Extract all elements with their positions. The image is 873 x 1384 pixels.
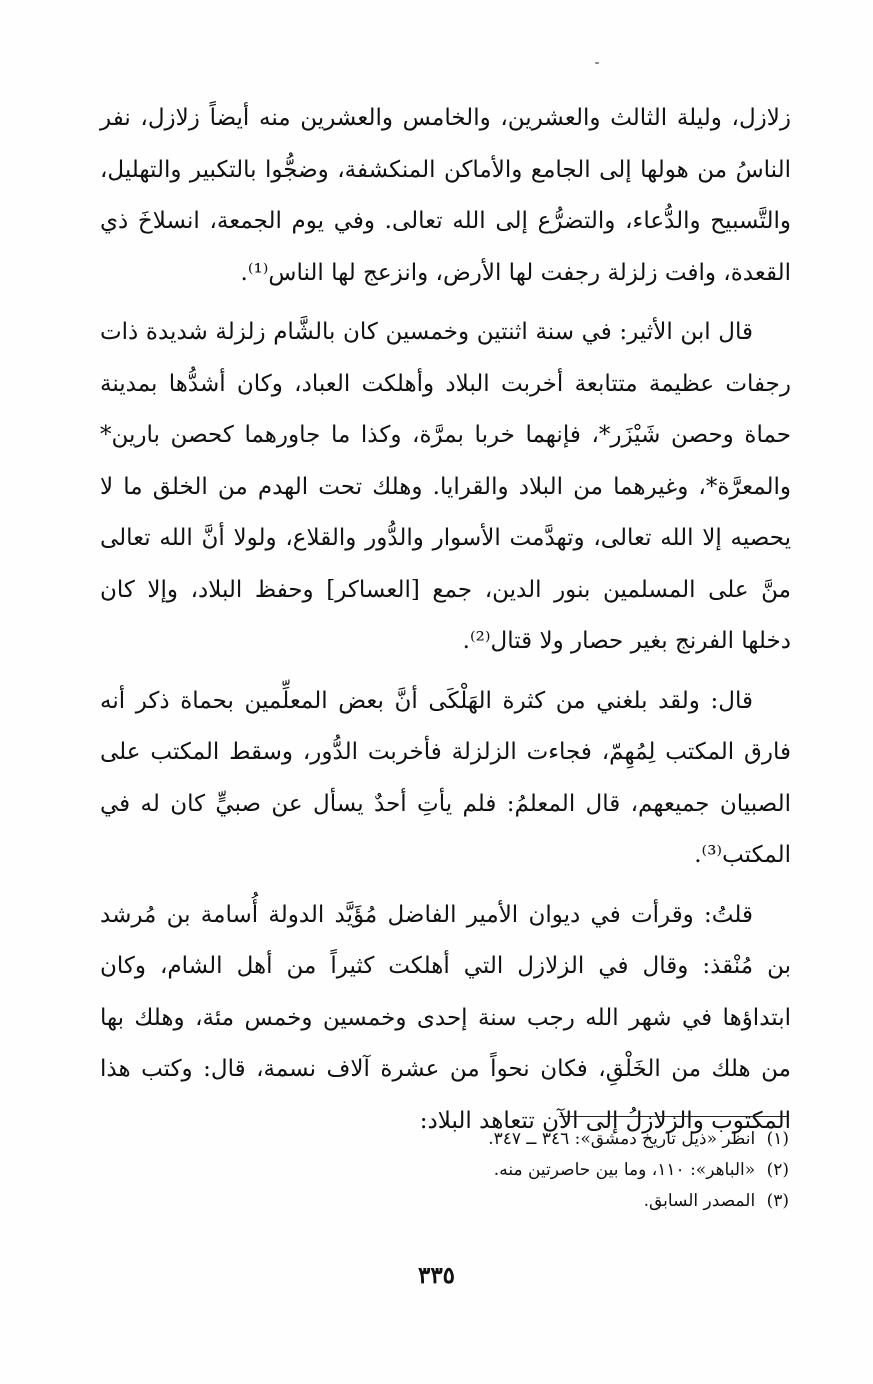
paragraph-3: قال: ولقد بلغني من كثرة الهَلْكَى أنَّ بعض المعلِّمين بحماة ذكر أنه فارق المكتب لِمُهِمّ، فجاءت الزلزلة فأخربت الدُّور، وسقط المكتب على الصبيان جميعهم، قال المعلمُ: فلم يأتِ أحدٌ يسأل عن صبيٍّ كان له في المكتب⁽³⁾.: [100, 687, 791, 868]
page-number: ٣٣٥: [417, 1262, 456, 1289]
footnote-2: [100, 1155, 789, 1186]
footnote-number: (١): [766, 1129, 789, 1149]
scan-speck: [595, 62, 599, 64]
footnote-separator: [559, 1116, 789, 1117]
footnote-3: [100, 1186, 789, 1217]
main-text: [100, 93, 791, 1155]
footnote-number: (٢): [766, 1160, 789, 1180]
footnote-text: انظر «ذيل تاريخ دمشق»: ٣٤٦ ــ ٣٤٧.: [488, 1129, 756, 1149]
footnote-number: (٣): [766, 1191, 789, 1211]
footnote-text: «الباهر»: ١١٠، وما بين حاصرتين منه.: [493, 1160, 756, 1180]
paragraph-2: قال ابن الأثير: في سنة اثنتين وخمسين كان بالشَّام زلزلة شديدة ذات رجفات عظيمة متتابعة أخربت البلاد وأهلكت العباد، وكان أشدُّها بمدينة حماة وحصن شَيْزَر*، فإنهما خربا بمرَّة، وكذا ما جاورهما كحصن بارين* والمعرَّة*، وغيرهما من البلاد والقرايا. وهلك تحت الهدم من الخلق ما لا يحصيه إلا الله تعالى، وتهدَّمت الأسوار والدُّور والقلاع، ولولا أنَّ الله تعالى منَّ على المسلمين بنور الدين، جمع [العساكر] وحفظ البلاد، وإلا كان دخلها الفرنج بغير حصار ولا قتال⁽²⁾.: [100, 319, 791, 654]
paragraph-4: قلتُ: وقرأت في ديوان الأمير الفاضل مُؤَيَّد الدولة أُسامة بن مُرشد بن مُنْقذ: وقال في الزلازل التي أهلكت كثيراً من أهل الشام، وكان ابتداؤها في شهر الله رجب سنة إحدى وخمسين وخمس مئة، وهلك بها من هلك من الخَلْقِ، فكان نحواً من عشرة آلاف نسمة، قال: وكتب هذا المكتوب والزلازلُ إلى الآن تتعاهد البلاد:: [100, 901, 791, 1134]
footnote-1: [100, 1124, 789, 1155]
footnotes: [100, 1124, 789, 1217]
paragraph-1: زلازل، وليلة الثالث والعشرين، والخامس والعشرين منه أيضاً زلازل، نفر الناسُ من هولها إلى الجامع والأماكن المنكشفة، وضجُّوا بالتكبير والتهليل، والتَّسبيح والدُّعاء، والتضرُّع إلى الله تعالى. وفي يوم الجمعة، انسلاخَ ذي القعدة، وافت زلزلة رجفت لها الأرض، وانزعج لها الناس⁽¹⁾.: [100, 105, 791, 286]
footnote-text: المصدر السابق.: [643, 1191, 756, 1211]
